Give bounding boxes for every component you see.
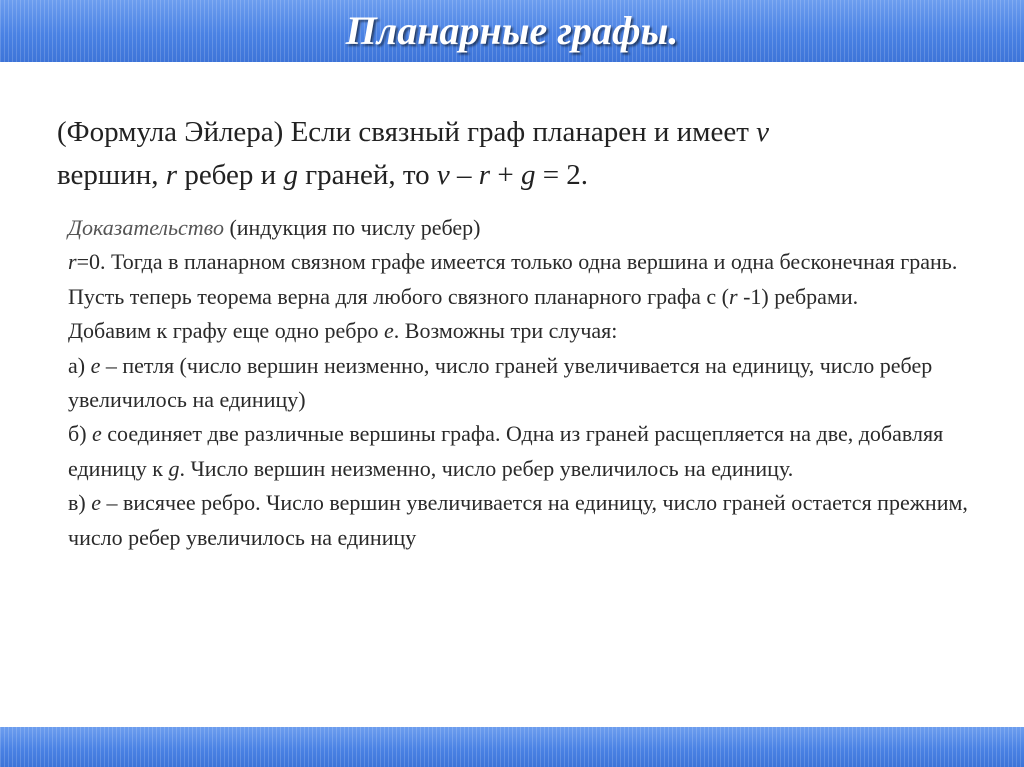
euler-formula-statement xyxy=(57,111,977,197)
case-b-var2: g xyxy=(168,455,180,481)
case-a-var: e xyxy=(90,352,101,378)
var-r: r xyxy=(165,159,178,191)
case-b-end: . Число вершин неизменно, число ребер увеличилось на единицу. xyxy=(179,455,794,481)
formula-plus: + xyxy=(490,159,521,191)
base-text: =0. Тогда в планарном связном графе имеется только одна вершина и одна бесконечная грань. xyxy=(76,249,958,275)
case-a-prefix: а) xyxy=(68,352,91,378)
step-text: Пусть теперь теорема верна для любого связного планарного графа с ( xyxy=(68,283,729,309)
step-end: -1) ребрами. xyxy=(737,283,859,309)
case-c-prefix: в) xyxy=(68,490,92,516)
proof-heading xyxy=(68,211,968,245)
add-text: Добавим к графу еще одно ребро xyxy=(68,318,384,344)
formula-r: r xyxy=(478,159,491,191)
var-g: g xyxy=(283,159,298,191)
slide-title: Планарные графы. xyxy=(345,8,679,53)
case-c-var: e xyxy=(91,490,101,516)
var-v: v xyxy=(756,116,770,148)
add-end: . Возможны три случая: xyxy=(393,318,618,344)
add-var: e xyxy=(384,318,394,344)
case-b-text: соединяет две различные вершины графа. Одна из граней расщепляется на две, добавляя единицу к xyxy=(68,421,944,481)
theorem-prefix: (Формула Эйлера) Если связный граф планарен и имеет xyxy=(57,116,757,148)
proof-case-b xyxy=(68,417,968,486)
case-b-var: e xyxy=(92,421,102,447)
theorem-line2-start: вершин, xyxy=(57,159,166,191)
proof-case-c xyxy=(68,486,968,555)
proof-case-a xyxy=(68,349,968,418)
footer-bar xyxy=(0,727,1024,767)
formula-minus: – xyxy=(449,159,479,191)
proof-add-edge xyxy=(68,314,968,348)
case-a-text: – петля (число вершин неизменно, число граней увеличивается на единицу, число ребер увеличилось на единицу) xyxy=(68,352,933,413)
proof-base-case xyxy=(68,245,968,279)
theorem-text-faces: граней, то xyxy=(297,159,437,191)
case-c-text: – висячее ребро. Число вершин увеличивается на единицу, число граней остается прежним, число ребер увеличилось на единицу xyxy=(68,490,968,550)
theorem-text-edges: ребер и xyxy=(177,159,284,191)
formula-g: g xyxy=(520,159,536,191)
proof-label-rest: (индукция по числу ребер) xyxy=(223,215,481,240)
proof-block xyxy=(68,211,968,555)
proof-label: Доказательство xyxy=(68,215,224,240)
proof-induction-step xyxy=(68,280,968,314)
formula-equals: = 2. xyxy=(535,159,589,191)
base-var: r xyxy=(68,249,77,275)
step-var: r xyxy=(729,283,738,309)
case-b-prefix: б) xyxy=(68,421,93,447)
formula-v: v xyxy=(436,159,450,191)
